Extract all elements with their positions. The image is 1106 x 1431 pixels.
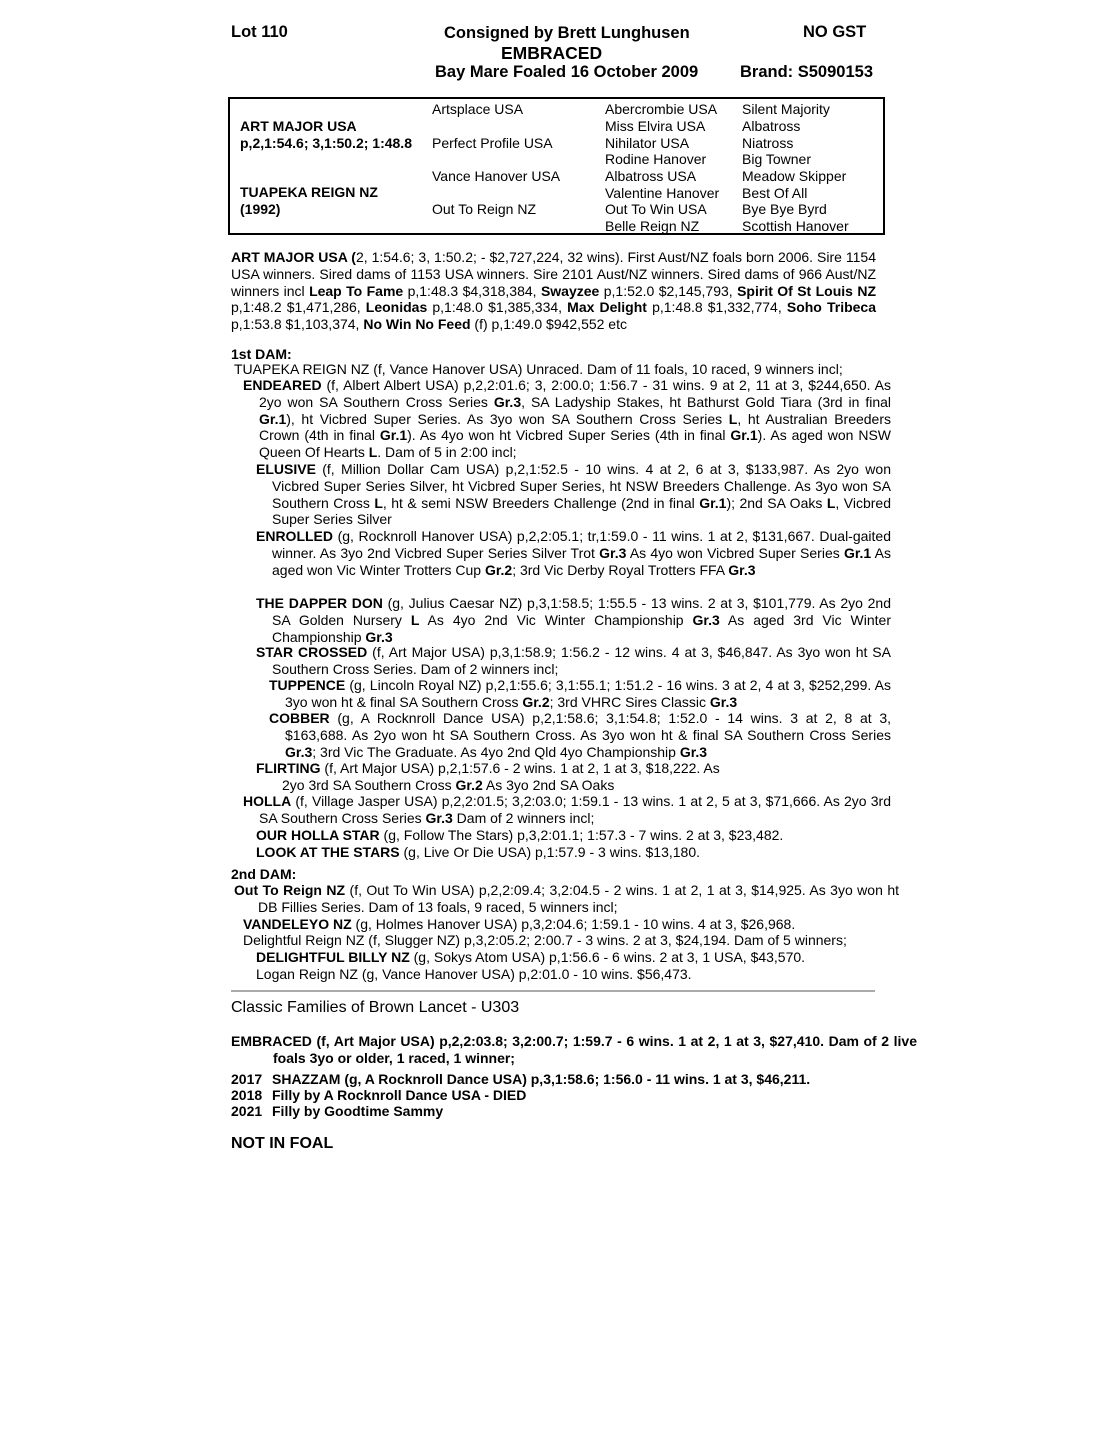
- produce-year: 2021: [231, 1103, 263, 1119]
- gst-status: NO GST: [803, 23, 867, 41]
- produce-delightful-reign: Delightful Reign NZ (f, Slugger NZ) p,3,2:05.2; 2:00.7 - 3 wins. 2 at 3, $24,194. Dam of 5 winners;: [243, 932, 847, 948]
- produce-our-holla-star: OUR HOLLA STAR (g, Follow The Stars) p,3,2:01.1; 1:57.3 - 7 wins. 2 at 3, $23,482.: [256, 827, 784, 843]
- pedigree-sire-record: p,2,1:54.6; 3,1:50.2; 1:48.8: [240, 135, 412, 151]
- produce-flirting: FLIRTING (f, Art Major USA) p,2,1:57.6 - 2 wins. 1 at 2, 1 at 3, $18,222. As: [256, 760, 720, 776]
- produce-star-crossed: STAR CROSSED (f, Art Major USA) p,3,1:58.9; 1:56.2 - 12 wins. 4 at 3, $46,847. As 3yo won ht SA Southern Cross Series. Dam of 2 winners incl;: [256, 644, 891, 677]
- brand: Brand: S5090153: [740, 63, 873, 81]
- pedigree-gen3: Miss Elvira USA: [605, 118, 706, 134]
- horse-name: EMBRACED: [501, 43, 603, 63]
- pedigree-dam: TUAPEKA REIGN NZ: [240, 184, 378, 200]
- lot-number: Lot 110: [231, 23, 288, 41]
- pedigree-gen4: Bye Bye Byrd: [742, 201, 827, 217]
- produce-entry: SHAZZAM (g, A Rocknroll Dance USA) p,3,1:58.6; 1:56.0 - 11 wins. 1 at 3, $46,211.: [272, 1071, 811, 1087]
- embraced-record: EMBRACED (f, Art Major USA) p,2,2:03.8; 3,2:00.7; 1:59.7 - 6 wins. 1 at 2, 1 at 3, $27,410. Dam of 2 live foals 3yo or older, 1 raced, 1 winner;: [231, 1033, 917, 1066]
- produce-year: 2018: [231, 1087, 263, 1103]
- produce-holla: HOLLA (f, Village Jasper USA) p,2,2:01.5; 3,2:03.0; 1:59.1 - 13 wins. 1 at 2, 5 at 3, $71,666. As 2yo 3rd SA Southern Cross Series Gr.3 Dam of 2 winners incl;: [243, 793, 891, 826]
- horse-description: Bay Mare Foaled 16 October 2009: [435, 63, 699, 81]
- pedigree-gen3: Nihilator USA: [605, 135, 690, 151]
- pedigree-gen3: Abercrombie USA: [605, 101, 718, 117]
- produce-entry: Filly by A Rocknroll Dance USA - DIED: [272, 1087, 527, 1103]
- pedigree-gen2: Vance Hanover USA: [432, 168, 561, 184]
- sire-summary: ART MAJOR USA (2, 1:54.6; 3, 1:50.2; - $2,727,224, 32 wins). First Aust/NZ foals born 2006. Sire 1154 USA winners. Sired dams of 1153 USA winners. Sire 2101 Aust/NZ winners. Sired dams of 966 Aust/NZ winners incl Leap To Fame p,1:48.3 $4,318,384, Swayzee p,1:52.0 $2,145,793, Spirit Of St Louis NZ p,1:48.2 $1,471,286, Leonidas p,1:48.0 $1,385,334, Max Delight p,1:48.8 $1,332,774, Soho Tribeca p,1:53.8 $1,103,374, No Win No Feed (f) p,1:49.0 $942,552 etc: [231, 249, 877, 332]
- pedigree-gen4: Meadow Skipper: [742, 168, 847, 184]
- pedigree-gen4: Best Of All: [742, 185, 808, 201]
- produce-tuppence: TUPPENCE (g, Lincoln Royal NZ) p,2,1:55.6; 3,1:55.1; 1:51.2 - 16 wins. 3 at 2, 4 at 3, $252,299. As 3yo won ht & final SA Southern Cross Gr.2; 3rd VHRC Sires Classic Gr.3: [269, 677, 891, 710]
- second-dam-heading: 2nd DAM:: [231, 866, 297, 882]
- second-dam-record: Out To Reign NZ (f, Out To Win USA) p,2,2:09.4; 3,2:04.5 - 2 wins. 1 at 2, 1 at 3, $14,925. As 3yo won ht DB Fillies Series. Dam of 13 foals, 9 raced, 5 winners incl;: [234, 882, 899, 915]
- produce-dapper-don: THE DAPPER DON (g, Julius Caesar NZ) p,3,1:58.5; 1:55.5 - 13 wins. 2 at 3, $101,779. As 2yo 2nd SA Golden Nursery L As 4yo 2nd Vic Winter Championship Gr.3 As aged 3rd Vic Winter Championship Gr.3: [256, 595, 891, 645]
- foal-status: NOT IN FOAL: [231, 1135, 334, 1152]
- pedigree-gen3: Out To Win USA: [605, 201, 707, 217]
- first-dam-heading: 1st DAM:: [231, 346, 292, 362]
- produce-logan-reign: Logan Reign NZ (g, Vance Hanover USA) p,2:01.0 - 10 wins. $56,473.: [256, 966, 692, 982]
- produce-cobber: COBBER (g, A Rocknroll Dance USA) p,2,1:58.6; 3,1:54.8; 1:52.0 - 14 wins. 3 at 2, 8 at 3, $163,688. As 2yo won ht SA Southern Cross. As 3yo won ht & final SA Southern Cross Series Gr.3; 3rd Vic The Graduate. As 4yo 2nd Qld 4yo Championship Gr.3: [269, 710, 891, 760]
- pedigree-gen3: Valentine Hanover: [605, 185, 720, 201]
- produce-vandeleyo: VANDELEYO NZ (g, Holmes Hanover USA) p,3,2:04.6; 1:59.1 - 10 wins. 4 at 3, $26,968.: [243, 916, 796, 932]
- pedigree-gen4: Silent Majority: [742, 101, 830, 117]
- consignor: Consigned by Brett Lunghusen: [444, 24, 690, 42]
- first-dam-intro: TUAPEKA REIGN NZ (f, Vance Hanover USA) Unraced. Dam of 11 foals, 10 raced, 9 winners incl;: [234, 361, 843, 377]
- produce-enrolled: ENROLLED (g, Rocknroll Hanover USA) p,2,2:05.1; tr,1:59.0 - 11 wins. 1 at 2, $131,667. Dual-gaited winner. As 3yo 2nd Vicbred Super Series Silver Trot Gr.3 As 4yo won Vicbred Super Series Gr.1 As aged won Vic Winter Trotters Cup Gr.2; 3rd Vic Derby Royal Trotters FFA Gr.3: [256, 528, 891, 578]
- pedigree-gen4: Albatross: [742, 118, 801, 134]
- produce-endeared: ENDEARED (f, Albert Albert USA) p,2,2:01.6; 3, 2:00.0; 1:56.7 - 31 wins. 9 at 2, 11 at 3, $244,650. As 2yo won SA Southern Cross Series Gr.3, SA Ladyship Stakes, ht Bathurst Gold Tiara (3rd in final Gr.1), ht Vicbred Super Series. As 3yo won SA Southern Cross Series L, ht Australian Breeders Crown (4th in final Gr.1). As 4yo won ht Vicbred Super Series (4th in final Gr.1). As aged won NSW Queen Of Hearts L. Dam of 5 in 2:00 incl;: [243, 377, 892, 460]
- produce-flirting-cont: 2yo 3rd SA Southern Cross Gr.2 As 3yo 2nd SA Oaks: [282, 777, 615, 793]
- pedigree-gen2: Perfect Profile USA: [432, 135, 553, 151]
- pedigree-gen2: Out To Reign NZ: [432, 201, 537, 217]
- produce-year: 2017: [231, 1071, 263, 1087]
- pedigree-gen2: Artsplace USA: [432, 101, 524, 117]
- pedigree-dam-year: (1992): [240, 201, 281, 217]
- pedigree-gen4: Big Towner: [742, 151, 812, 167]
- produce-look-at-the-stars: LOOK AT THE STARS (g, Live Or Die USA) p,1:57.9 - 3 wins. $13,180.: [256, 844, 700, 860]
- section-divider: [231, 990, 875, 992]
- classic-families: Classic Families of Brown Lancet - U303: [231, 999, 520, 1016]
- produce-entry: Filly by Goodtime Sammy: [272, 1103, 444, 1119]
- produce-delightful-billy: DELIGHTFUL BILLY NZ (g, Sokys Atom USA) p,1:56.6 - 6 wins. 2 at 3, 1 USA, $43,570.: [256, 949, 806, 965]
- pedigree-sire: ART MAJOR USA: [240, 118, 357, 134]
- pedigree-gen3: Albatross USA: [605, 168, 697, 184]
- pedigree-table: [228, 97, 885, 235]
- pedigree-gen4: Niatross: [742, 135, 794, 151]
- pedigree-gen3: Rodine Hanover: [605, 151, 707, 167]
- produce-elusive: ELUSIVE (f, Million Dollar Cam USA) p,2,1:52.5 - 10 wins. 4 at 2, 6 at 3, $133,987. As 2yo won Vicbred Super Series Silver, ht Vicbred Super Series, ht NSW Breeders Challenge. As 3yo won SA Southern Cross L, ht & semi NSW Breeders Challenge (2nd in final Gr.1); 2nd SA Oaks L, Vicbred Super Series Silver: [256, 461, 891, 528]
- pedigree-gen3: Belle Reign NZ: [605, 218, 700, 234]
- pedigree-gen4: Scottish Hanover: [742, 218, 849, 234]
